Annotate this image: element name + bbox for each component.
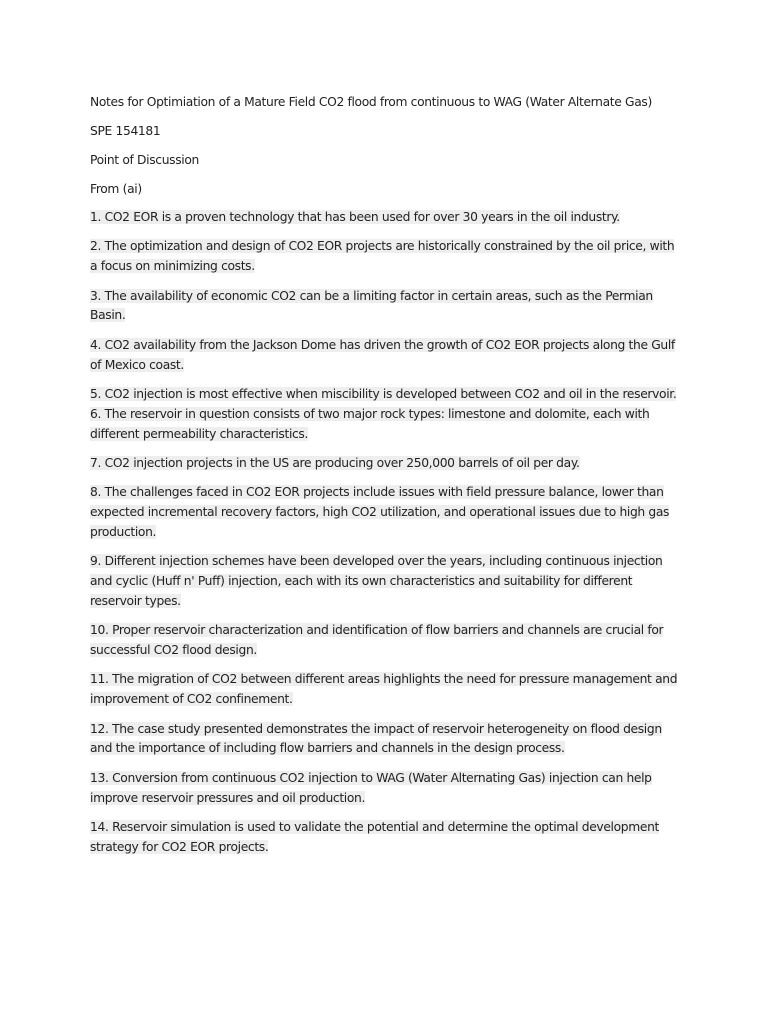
note-text: 4. CO2 availability from the Jackson Dome has driven the growth of CO2 EOR projects along the Gulf of Mexico coast. bbox=[90, 337, 675, 372]
note-item-5 bbox=[90, 385, 682, 405]
note-item-7 bbox=[90, 454, 682, 474]
note-text: 3. The availability of economic CO2 can be a limiting factor in certain areas, such as the Permian Basin. bbox=[90, 288, 653, 323]
note-item-2 bbox=[90, 237, 682, 277]
note-item-1 bbox=[90, 208, 682, 228]
note-item-9 bbox=[90, 552, 682, 611]
note-item-10 bbox=[90, 621, 682, 661]
note-item-13 bbox=[90, 769, 682, 809]
note-text: 1. CO2 EOR is a proven technology that has been used for over 30 years in the oil industry. bbox=[90, 210, 620, 224]
source-label: From (ai) bbox=[90, 182, 142, 196]
note-item-12 bbox=[90, 720, 682, 760]
note-text: 5. CO2 injection is most effective when miscibility is developed between CO2 and oil in the reservoir. bbox=[90, 386, 677, 401]
note-item-4 bbox=[90, 336, 682, 376]
note-text: 10. Proper reservoir characterization and identification of flow barriers and channels are crucial for successful CO2 flood design. bbox=[90, 623, 664, 658]
note-item-6 bbox=[90, 405, 682, 445]
section-heading: Point of Discussion bbox=[90, 153, 199, 167]
note-text: 12. The case study presented demonstrates the impact of reservoir heterogeneity on flood design and the importance of including flow barriers and channels in the design process. bbox=[90, 721, 662, 756]
document-reference: SPE 154181 bbox=[90, 124, 161, 138]
note-text: 2. The optimization and design of CO2 EOR projects are historically constrained by the oil price, with a focus on minimizing costs. bbox=[90, 239, 675, 274]
note-text: 13. Conversion from continuous CO2 injection to WAG (Water Alternating Gas) injection can help improve reservoir pressures and oil production. bbox=[90, 770, 652, 805]
note-item-3 bbox=[90, 287, 682, 327]
document-title: Notes for Optimiation of a Mature Field CO2 flood from continuous to WAG (Water Alternate Gas) bbox=[90, 95, 652, 109]
document-page bbox=[90, 92, 682, 867]
note-text: 9. Different injection schemes have been developed over the years, including continuous injection and cyclic (Huff n' Puff) injection, each with its own characteristics and suitability for different reservoir types. bbox=[90, 554, 663, 608]
note-text: 11. The migration of CO2 between different areas highlights the need for pressure management and improvement of CO2 confinement. bbox=[90, 672, 678, 707]
note-text: 7. CO2 injection projects in the US are producing over 250,000 barrels of oil per day. bbox=[90, 455, 580, 470]
note-text: 14. Reservoir simulation is used to validate the potential and determine the optimal development strategy for CO2 EOR projects. bbox=[90, 820, 660, 854]
note-item-11 bbox=[90, 670, 682, 710]
note-text: 6. The reservoir in question consists of two major rock types: limestone and dolomite, each with different permeability characteristics. bbox=[90, 406, 650, 441]
note-text: 8. The challenges faced in CO2 EOR projects include issues with field pressure balance, lower than expected incremental recovery factors, high CO2 utilization, and operational issues due to high gas production. bbox=[90, 485, 670, 539]
note-item-14 bbox=[90, 818, 682, 858]
note-item-8 bbox=[90, 483, 682, 542]
